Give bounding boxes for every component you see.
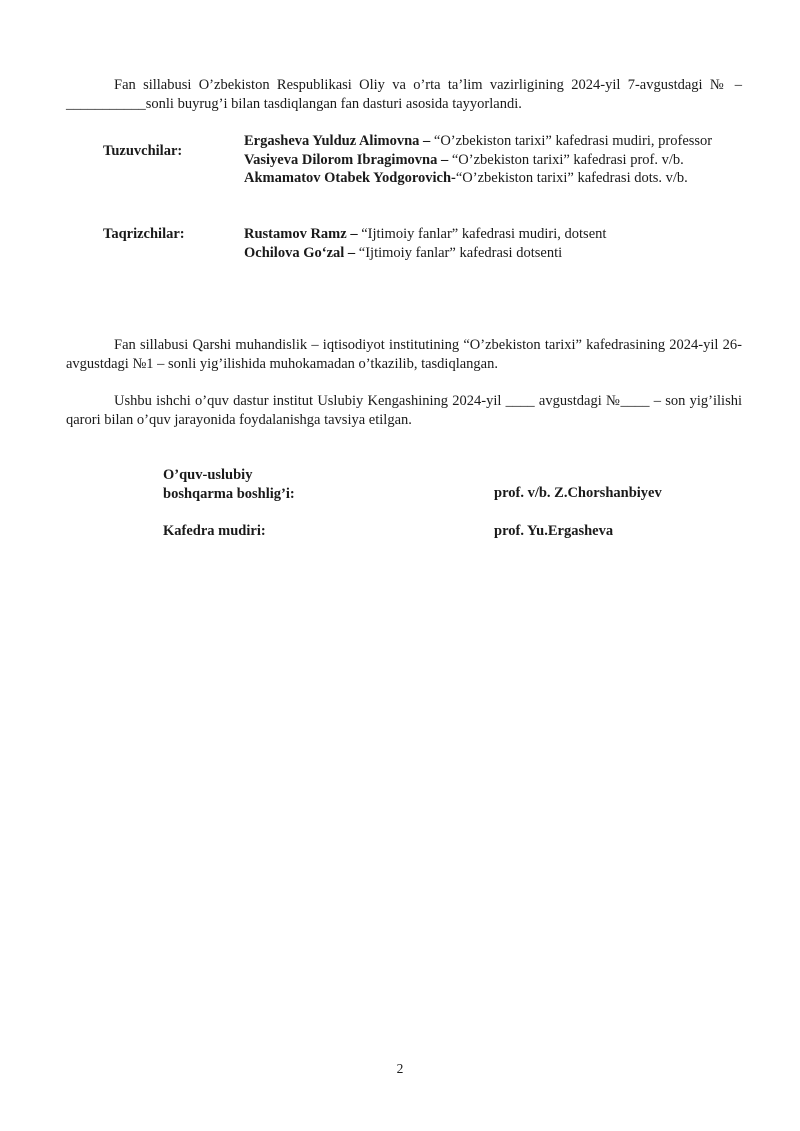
author-role: “O’zbekiston tarixi” kafedrasi dots. v/b. — [455, 170, 688, 186]
reviewer-entry — [244, 244, 742, 263]
author-name: Akmamatov Otabek Yodgorovich- — [244, 170, 456, 186]
council-paragraph: Ushbu ishchi o’quv dastur institut Uslubiy Kengashining 2024-yil ____ avgustdagi №____ – son yig’ilishi qarori bilan o’quv jarayonida foydalanishga tavsiya etilgan. — [66, 393, 742, 428]
author-role: “O’zbekiston tarixi” kafedrasi mudiri, professor — [430, 133, 713, 149]
head-name: prof. v/b. Z.Chorshanbiyev — [494, 485, 662, 501]
chair-title: Kafedra mudiri: — [163, 523, 266, 539]
head-title-line1: O’quv-uslubiy — [163, 467, 253, 483]
author-role: “O’zbekiston tarixi” kafedrasi prof. v/b. — [448, 151, 684, 168]
intro-paragraph: Fan sillabusi O’zbekiston Respublikasi Oliy va o’rta ta’lim vazirligining 2024-yil 7-avgustdagi № – ___________sonli buyrug’i bilan tasdiqlangan fan dasturi asosida tayyorlandi. — [66, 77, 742, 112]
department-paragraph: Fan sillabusi Qarshi muhandislik – iqtisodiyot institutining “O’zbekiston tarixi” kafedrasining 2024-yil 26-avgustdagi №1 – sonli yig’ilishida muhokamadan o’tkazilib, tasdiqlangan. — [66, 337, 742, 372]
author-name: Ergasheva Yulduz Alimovna – — [244, 133, 431, 149]
reviewers-label: Taqrizchilar: — [103, 226, 185, 242]
author-entry — [244, 151, 742, 170]
authors-label: Tuzuvchilar: — [103, 143, 183, 159]
reviewers-list — [244, 225, 742, 262]
authors-list — [244, 132, 742, 188]
page-number: 2 — [396, 1061, 404, 1076]
author-entry — [244, 132, 742, 151]
reviewer-role: “Ijtimoiy fanlar” kafedrasi dotsenti — [355, 244, 563, 261]
head-title-line2: boshqarma boshlig’i: — [163, 485, 295, 502]
reviewer-name: Rustamov Ramz – — [244, 226, 358, 242]
author-entry — [244, 169, 742, 188]
reviewer-name: Ochilova Go‘zal – — [244, 244, 356, 261]
head-title — [163, 466, 295, 503]
reviewer-role: “Ijtimoiy fanlar” kafedrasi mudiri, dotsent — [357, 226, 607, 242]
reviewer-entry — [244, 225, 742, 244]
chair-name: prof. Yu.Ergasheva — [494, 523, 614, 539]
author-name: Vasiyeva Dilorom Ibragimovna – — [244, 151, 449, 168]
